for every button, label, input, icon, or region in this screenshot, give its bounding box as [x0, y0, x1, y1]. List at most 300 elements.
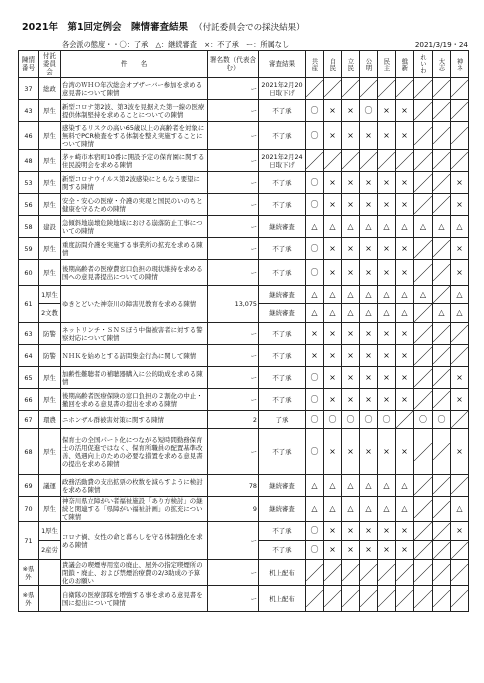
party-vote-mark: × [342, 238, 360, 260]
diagonal-slash-icon [451, 477, 468, 494]
party-vote-mark: × [451, 522, 469, 541]
party-vote-mark: × [324, 122, 342, 150]
committee-cell: 厚生 [39, 238, 61, 260]
not-applicable-mark [306, 78, 324, 100]
party-vote-mark: △ [342, 475, 360, 497]
signature-count: ー [208, 389, 259, 411]
petition-number: ※県外 [19, 586, 39, 612]
diagonal-slash-icon [396, 411, 413, 428]
signature-count: ー [208, 238, 259, 260]
not-applicable-mark [451, 100, 469, 122]
petition-number: 61 [19, 286, 39, 323]
diagonal-slash-icon [451, 590, 468, 607]
subject-cell: 新型コロナ第2波、第3波を見据えた第一線の医療提供体制堅持を求めることについての陳情 [61, 100, 208, 122]
party-vote-mark: 〇 [306, 367, 324, 389]
diagonal-slash-icon [451, 564, 468, 581]
party-vote-mark: △ [306, 286, 324, 304]
committee-cell: 厚生 [39, 497, 61, 522]
result-cell: 継続審査 [259, 286, 306, 304]
party-vote-mark: × [324, 522, 342, 541]
diagonal-slash-icon [324, 590, 341, 607]
party-vote-mark: △ [396, 497, 414, 522]
party-vote-mark: × [378, 389, 396, 411]
not-applicable-mark [414, 78, 433, 100]
signature-count: 9 [208, 497, 259, 522]
party-vote-mark: × [451, 367, 469, 389]
not-applicable-mark [414, 260, 433, 286]
diagonal-slash-icon [306, 564, 323, 581]
signature-count: 13,075 [208, 286, 259, 323]
not-applicable-mark [360, 560, 378, 586]
party-vote-mark: 〇 [342, 411, 360, 429]
header-party: れいわ [414, 51, 433, 78]
not-applicable-mark [342, 586, 360, 612]
party-vote-mark: × [360, 389, 378, 411]
legend: 各会派の態度・・〇：了承 △：継続審査 ×：不了承 ー：所属なし [62, 40, 290, 49]
not-applicable-mark [396, 586, 414, 612]
party-vote-mark: × [342, 323, 360, 345]
subject-cell: ＮＨＫを始めとする訪問集金行為に関して陳情 [61, 345, 208, 367]
date-label: 2021/3/19・24 [414, 40, 468, 49]
diagonal-slash-icon [360, 80, 377, 97]
party-vote-mark: 〇 [306, 100, 324, 122]
party-vote-mark: × [342, 122, 360, 150]
subject-cell: コロナ禍、女性の命と暮らしを守る体制強化を求める陳情 [61, 522, 208, 560]
party-vote-mark: × [342, 345, 360, 367]
table-row [19, 522, 469, 541]
party-vote-mark: × [396, 172, 414, 194]
not-applicable-mark [451, 78, 469, 100]
table-row [19, 367, 469, 389]
result-cell: 不了承 [259, 260, 306, 286]
diagonal-slash-icon [433, 391, 450, 408]
party-vote-mark: × [396, 260, 414, 286]
petition-number: 70 [19, 497, 39, 522]
party-vote-mark: × [306, 323, 324, 345]
party-vote-mark: × [342, 100, 360, 122]
diagonal-slash-icon [433, 477, 450, 494]
not-applicable-mark [360, 586, 378, 612]
not-applicable-mark [306, 586, 324, 612]
result-cell: 不了承 [259, 541, 306, 560]
not-applicable-mark [433, 522, 451, 541]
diagonal-slash-icon [433, 240, 450, 257]
result-cell: 不了承 [259, 194, 306, 216]
diagonal-slash-icon [360, 152, 377, 169]
party-vote-mark: × [451, 172, 469, 194]
party-vote-mark: × [451, 260, 469, 286]
not-applicable-mark [396, 78, 414, 100]
not-applicable-mark [414, 541, 433, 560]
party-vote-mark: × [378, 194, 396, 216]
diagonal-slash-icon [414, 500, 432, 518]
petition-number: 64 [19, 345, 39, 367]
not-applicable-mark [342, 78, 360, 100]
header-no: 陳情番号 [19, 51, 39, 78]
not-applicable-mark [414, 172, 433, 194]
not-applicable-mark [396, 411, 414, 429]
diagonal-slash-icon [414, 590, 432, 608]
signature-count: ー [208, 122, 259, 150]
committee-cell: 厚生 [39, 194, 61, 216]
diagonal-slash-icon [433, 542, 450, 559]
not-applicable-mark [433, 586, 451, 612]
diagonal-slash-icon [396, 152, 413, 169]
petition-number: 69 [19, 475, 39, 497]
party-vote-mark: △ [451, 216, 469, 238]
party-vote-mark: × [396, 323, 414, 345]
party-vote-mark: × [396, 522, 414, 541]
header-party: 共産 [306, 51, 324, 78]
party-vote-mark: △ [378, 216, 396, 238]
diagonal-slash-icon [414, 127, 432, 145]
not-applicable-mark [414, 345, 433, 367]
party-vote-mark: 〇 [378, 411, 396, 429]
not-applicable-mark [433, 367, 451, 389]
not-applicable-mark [324, 560, 342, 586]
subject-cell: 神奈川県立障がい者福祉施設「あり方検討」の継続と関連する「県障がい福祉計画」の拡充について陳情 [61, 497, 208, 522]
not-applicable-mark [451, 560, 469, 586]
committee-cell: 環農 [39, 411, 61, 429]
party-vote-mark: × [324, 367, 342, 389]
table-row [19, 411, 469, 429]
not-applicable-mark [360, 150, 378, 172]
party-vote-mark: △ [451, 286, 469, 304]
petition-number: 67 [19, 411, 39, 429]
result-cell: 継続審査 [259, 216, 306, 238]
not-applicable-mark [451, 122, 469, 150]
party-vote-mark: △ [324, 216, 342, 238]
diagonal-slash-icon [433, 564, 450, 581]
result-cell: 不了承 [259, 100, 306, 122]
committee-cell: 防警 [39, 345, 61, 367]
diagonal-slash-icon [414, 541, 432, 559]
not-applicable-mark [433, 122, 451, 150]
not-applicable-mark [324, 78, 342, 100]
signature-count: ー [208, 560, 259, 586]
diagonal-slash-icon [433, 347, 450, 364]
diagonal-slash-icon [433, 523, 450, 540]
party-vote-mark: × [342, 194, 360, 216]
header-committee: 付託委員会 [39, 51, 61, 78]
party-vote-mark: × [396, 367, 414, 389]
not-applicable-mark [342, 150, 360, 172]
not-applicable-mark [433, 194, 451, 216]
diagonal-slash-icon [451, 542, 468, 559]
diagonal-slash-icon [414, 347, 432, 365]
petition-number: 63 [19, 323, 39, 345]
not-applicable-mark [433, 78, 451, 100]
diagonal-slash-icon [433, 264, 450, 281]
party-vote-mark: × [324, 541, 342, 560]
diagonal-slash-icon [451, 325, 468, 342]
party-vote-mark: × [360, 429, 378, 475]
party-vote-mark: △ [342, 216, 360, 238]
not-applicable-mark [306, 560, 324, 586]
not-applicable-mark [306, 150, 324, 172]
party-vote-mark: × [342, 429, 360, 475]
subject-cell: 急傾斜地崩壊危険地域における崩落防止工事についての陳情 [61, 216, 208, 238]
result-cell: 不了承 [259, 522, 306, 541]
signature-count: ー [208, 78, 259, 100]
not-applicable-mark [396, 150, 414, 172]
result-cell: 不了承 [259, 323, 306, 345]
subtitle-text: （付託委員会での採決結果） [194, 23, 305, 33]
not-applicable-mark [433, 260, 451, 286]
party-vote-mark: △ [378, 475, 396, 497]
committee-cell: 厚生 [39, 260, 61, 286]
diagonal-slash-icon [451, 127, 468, 144]
not-applicable-mark [433, 100, 451, 122]
not-applicable-mark [414, 238, 433, 260]
committee-cell: 防警 [39, 323, 61, 345]
committee-cell: 2文教 [39, 304, 61, 323]
party-vote-mark: × [306, 345, 324, 367]
table-row [19, 122, 469, 150]
result-cell: 机上配布 [259, 560, 306, 586]
subject-cell: 後期高齢者医療保険の窓口負担の２割化の中止・撤回を求める意見書の提出を求める陳情 [61, 389, 208, 411]
party-vote-mark: × [451, 238, 469, 260]
party-vote-mark: △ [433, 216, 451, 238]
party-vote-mark: × [324, 238, 342, 260]
party-vote-mark: 〇 [306, 238, 324, 260]
result-cell: 2021年2月24日取下げ [259, 150, 306, 172]
diagonal-slash-icon [414, 522, 432, 540]
petition-number: 56 [19, 194, 39, 216]
table-row [19, 216, 469, 238]
not-applicable-mark [433, 172, 451, 194]
party-vote-mark: △ [360, 497, 378, 522]
petition-number: 43 [19, 100, 39, 122]
committee-cell: 厚生 [39, 100, 61, 122]
subject-cell: 茅ヶ崎市本宿町10番に開設予定の保育園に関する住民説明会を求める陳情 [61, 150, 208, 172]
not-applicable-mark [451, 411, 469, 429]
not-applicable-mark [414, 586, 433, 612]
result-cell: 2021年2月20日取下げ [259, 78, 306, 100]
party-vote-mark: × [324, 100, 342, 122]
party-vote-mark: × [342, 389, 360, 411]
party-vote-mark: △ [306, 304, 324, 323]
party-vote-mark: △ [396, 304, 414, 323]
party-vote-mark: 〇 [306, 260, 324, 286]
party-vote-mark: × [378, 260, 396, 286]
not-applicable-mark [414, 429, 433, 475]
signature-count: ー [208, 194, 259, 216]
header-party: 大志 [433, 51, 451, 78]
party-vote-mark: △ [324, 304, 342, 323]
party-vote-mark: × [342, 541, 360, 560]
header-party: 自民 [324, 51, 342, 78]
diagonal-slash-icon [342, 590, 359, 607]
not-applicable-mark [414, 522, 433, 541]
diagonal-slash-icon [414, 564, 432, 582]
not-applicable-mark [433, 150, 451, 172]
party-vote-mark: × [360, 323, 378, 345]
header-result: 審査結果 [259, 51, 306, 78]
diagonal-slash-icon [414, 304, 432, 322]
not-applicable-mark [433, 323, 451, 345]
diagonal-slash-icon [396, 80, 413, 97]
committee-cell: 1厚生 [39, 522, 61, 541]
party-vote-mark: 〇 [360, 411, 378, 429]
header-party: 民主 [378, 51, 396, 78]
committee-cell: 厚生 [39, 389, 61, 411]
diagonal-slash-icon [342, 564, 359, 581]
not-applicable-mark [433, 560, 451, 586]
not-applicable-mark [378, 78, 396, 100]
party-vote-mark: △ [306, 216, 324, 238]
party-vote-mark: × [342, 172, 360, 194]
party-vote-mark: 〇 [306, 122, 324, 150]
party-vote-mark: 〇 [306, 541, 324, 560]
diagonal-slash-icon [324, 564, 341, 581]
petition-number: 48 [19, 150, 39, 172]
diagonal-slash-icon [396, 590, 413, 607]
party-vote-mark: △ [342, 304, 360, 323]
not-applicable-mark [414, 323, 433, 345]
party-vote-mark: × [378, 367, 396, 389]
not-applicable-mark [433, 475, 451, 497]
petition-number: 37 [19, 78, 39, 100]
party-vote-mark: × [324, 389, 342, 411]
subject-cell: ネットリンチ・ＳＮＳぼう中傷被害者に対する警察対応について陳情 [61, 323, 208, 345]
subject-cell: 後期高齢者の医療費窓口負担の現状維持を求める国への意見書提出についての陳情 [61, 260, 208, 286]
party-vote-mark: △ [378, 304, 396, 323]
committee-cell: 厚生 [39, 367, 61, 389]
party-vote-mark: × [396, 100, 414, 122]
petition-number: ※県外 [19, 560, 39, 586]
not-applicable-mark [414, 475, 433, 497]
table-row [19, 497, 469, 522]
party-vote-mark: × [396, 238, 414, 260]
party-vote-mark: 〇 [306, 411, 324, 429]
committee-cell: 2産労 [39, 541, 61, 560]
not-applicable-mark [451, 475, 469, 497]
diagonal-slash-icon [433, 127, 450, 144]
diagonal-slash-icon [360, 590, 377, 607]
diagonal-slash-icon [451, 347, 468, 364]
committee-cell [39, 560, 61, 586]
subject-cell: 自衛隊の医療部隊を増強する事を求める意見書を国に提出について陳情 [61, 586, 208, 612]
not-applicable-mark [433, 429, 451, 475]
party-vote-mark: 〇 [306, 194, 324, 216]
party-vote-mark: × [451, 389, 469, 411]
party-vote-mark: × [360, 194, 378, 216]
not-applicable-mark [414, 389, 433, 411]
table-row [19, 286, 469, 304]
diagonal-slash-icon [414, 477, 432, 495]
diagonal-slash-icon [433, 369, 450, 386]
not-applicable-mark [433, 497, 451, 522]
subject-cell: ニホンザル群被害対策に関する陳情 [61, 411, 208, 429]
diagonal-slash-icon [433, 286, 450, 303]
party-vote-mark: 〇 [433, 411, 451, 429]
party-vote-mark: × [396, 541, 414, 560]
table-row [19, 78, 469, 100]
party-vote-mark: △ [324, 497, 342, 522]
signature-count: ー [208, 429, 259, 475]
party-vote-mark: △ [396, 475, 414, 497]
not-applicable-mark [342, 560, 360, 586]
diagonal-slash-icon [414, 369, 432, 387]
party-vote-mark: △ [306, 497, 324, 522]
signature-count: 2 [208, 411, 259, 429]
diagonal-slash-icon [396, 564, 413, 581]
party-vote-mark: × [360, 541, 378, 560]
not-applicable-mark [451, 541, 469, 560]
diagonal-slash-icon [414, 264, 432, 282]
party-vote-mark: 〇 [324, 411, 342, 429]
petition-number: 60 [19, 260, 39, 286]
party-vote-mark: × [324, 323, 342, 345]
party-vote-mark: △ [378, 286, 396, 304]
subject-cell: ゆきとどいた神奈川の障害児教育を求める陳情 [61, 286, 208, 323]
diagonal-slash-icon [433, 152, 450, 169]
party-vote-mark: △ [451, 304, 469, 323]
petition-number: 65 [19, 367, 39, 389]
diagonal-slash-icon [414, 391, 432, 409]
party-vote-mark: × [378, 172, 396, 194]
signature-count: ー [208, 522, 259, 560]
diagonal-slash-icon [306, 590, 323, 607]
party-vote-mark: △ [342, 497, 360, 522]
table-row [19, 172, 469, 194]
party-vote-mark: × [396, 122, 414, 150]
not-applicable-mark [414, 304, 433, 323]
party-vote-mark: × [360, 260, 378, 286]
party-vote-mark: × [324, 194, 342, 216]
result-cell: 不了承 [259, 238, 306, 260]
header-party: 公明 [360, 51, 378, 78]
party-vote-mark: △ [414, 286, 433, 304]
subject-cell: 新型コロナウイルス第2波感染にともなう要望に関する陳情 [61, 172, 208, 194]
diagonal-slash-icon [414, 325, 432, 343]
diagonal-slash-icon [414, 152, 432, 170]
petition-number: 53 [19, 172, 39, 194]
diagonal-slash-icon [451, 102, 468, 119]
party-vote-mark: 〇 [306, 389, 324, 411]
party-vote-mark: △ [360, 216, 378, 238]
diagonal-slash-icon [433, 80, 450, 97]
party-vote-mark: △ [433, 304, 451, 323]
page-title [22, 19, 305, 33]
diagonal-slash-icon [378, 80, 395, 97]
diagonal-slash-icon [324, 152, 341, 169]
table-row [19, 150, 469, 172]
not-applicable-mark [324, 586, 342, 612]
party-vote-mark: △ [324, 475, 342, 497]
diagonal-slash-icon [433, 325, 450, 342]
table-row [19, 345, 469, 367]
header-party: 神ネ [451, 51, 469, 78]
party-vote-mark: △ [306, 475, 324, 497]
diagonal-slash-icon [433, 590, 450, 607]
committee-cell: 建設 [39, 216, 61, 238]
party-vote-mark: 〇 [414, 411, 433, 429]
not-applicable-mark [378, 560, 396, 586]
not-applicable-mark [414, 122, 433, 150]
party-vote-mark: × [360, 367, 378, 389]
not-applicable-mark [433, 345, 451, 367]
result-cell: 不了承 [259, 367, 306, 389]
party-vote-mark: × [378, 522, 396, 541]
subject-cell: 台湾のＷＨＯ年次総会オブザーバー参加を求める意見書について陳情 [61, 78, 208, 100]
diagonal-slash-icon [414, 80, 432, 98]
party-vote-mark: × [360, 238, 378, 260]
diagonal-slash-icon [324, 80, 341, 97]
committee-cell: 1厚生 [39, 286, 61, 304]
signature-count: ー [208, 172, 259, 194]
